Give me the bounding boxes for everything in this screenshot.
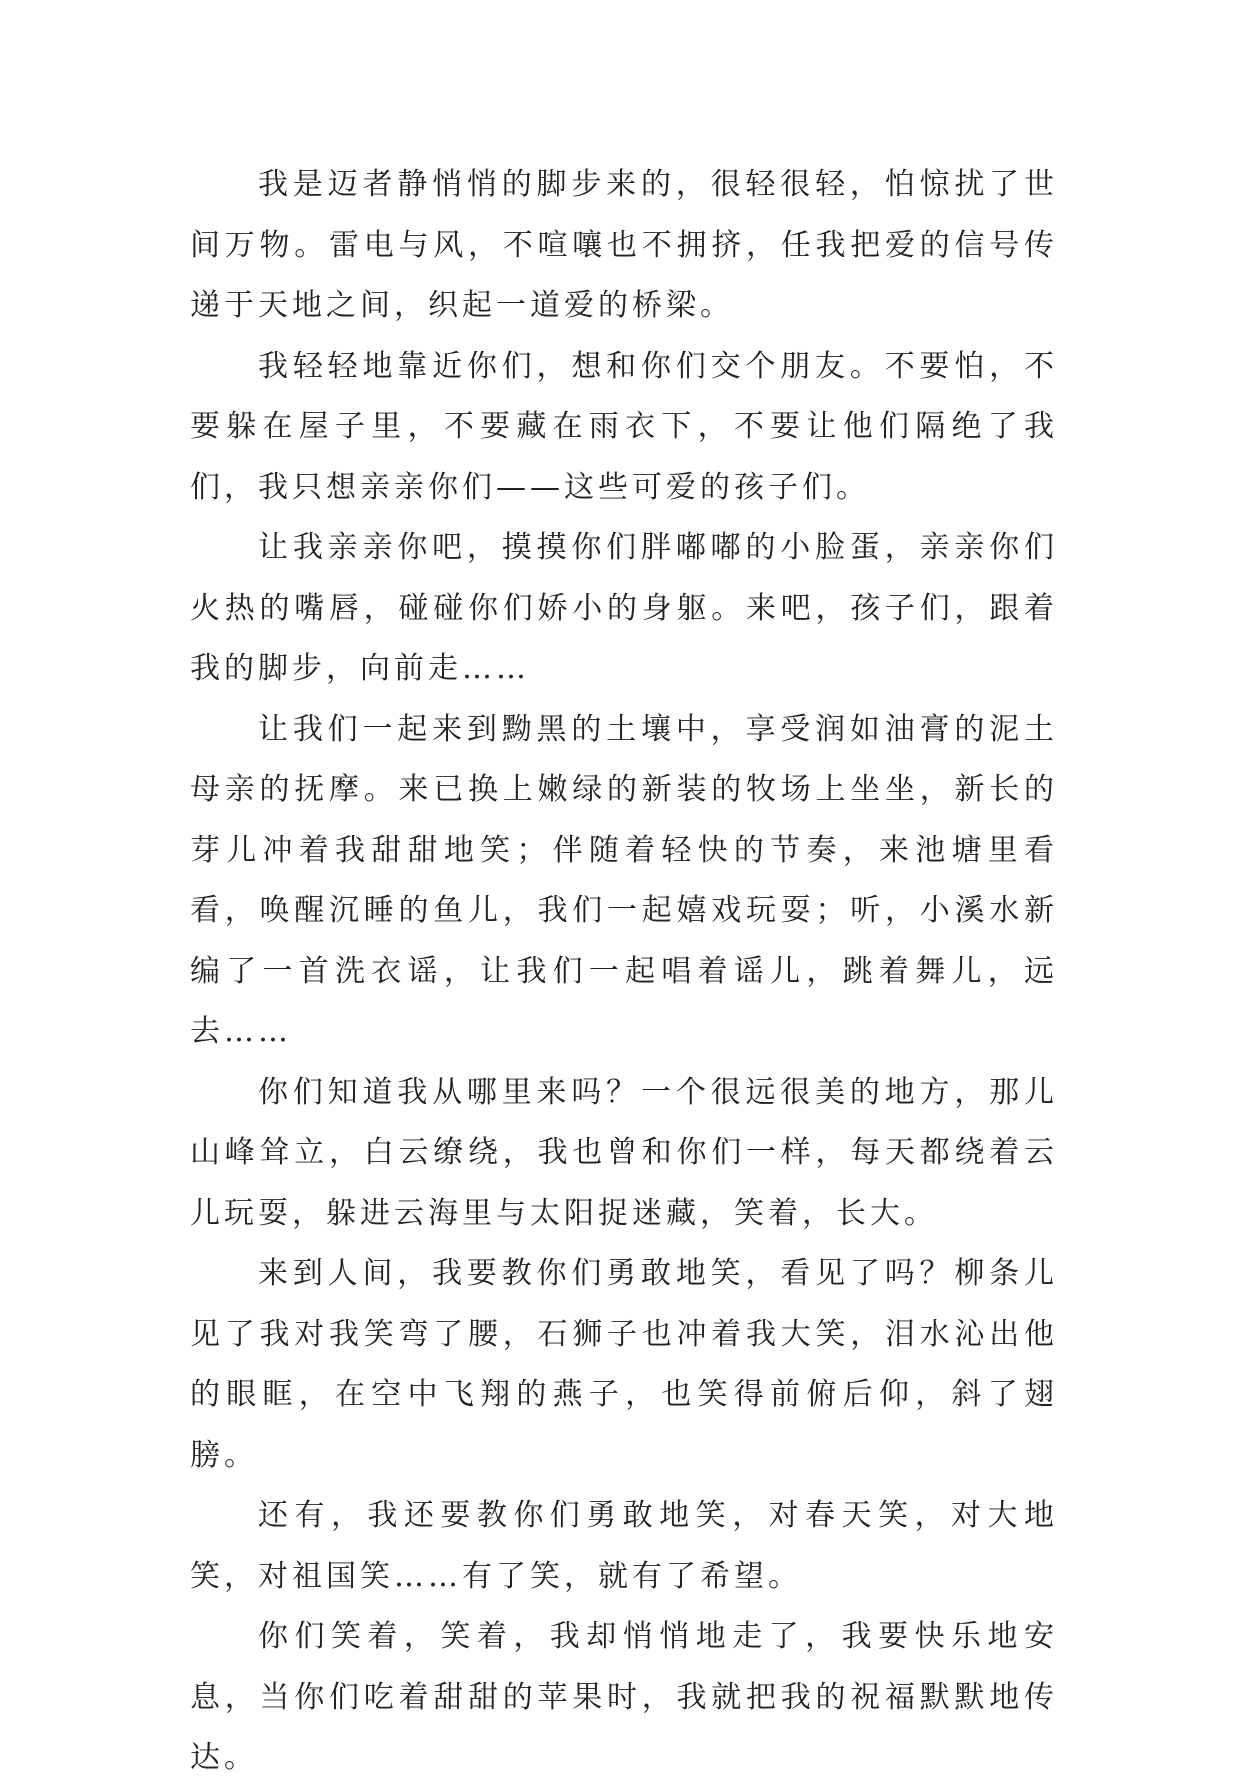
document-body bbox=[190, 155, 1058, 1789]
paragraph-8: 你们笑着，笑着，我却悄悄地走了，我要快乐地安息，当你们吃着甜甜的苹果时，我就把我的祝福默默地传达。 bbox=[190, 1619, 1058, 1775]
paragraph-1: 我是迈者静悄悄的脚步来的，很轻很轻，怕惊扰了世间万物。雷电与风，不喧嚷也不拥挤，任我把爱的信号传递于天地之间，织起一道爱的桥梁。 bbox=[190, 167, 1058, 323]
paragraph-3: 让我亲亲你吧，摸摸你们胖嘟嘟的小脸蛋，亲亲你们火热的嘴唇，碰碰你们娇小的身躯。来吧，孩子们，跟着我的脚步，向前走…… bbox=[190, 530, 1058, 686]
paragraph-4: 让我们一起来到黝黑的土壤中，享受润如油膏的泥土母亲的抚摩。来已换上嫩绿的新装的牧场上坐坐，新长的芽儿冲着我甜甜地笑；伴随着轻快的节奏，来池塘里看看，唤醒沉睡的鱼儿，我们一起嬉戏玩耍；听，小溪水新编了一首洗衣谣，让我们一起唱着谣儿，跳着舞儿，远去…… bbox=[190, 711, 1058, 1049]
paragraph-2: 我轻轻地靠近你们，想和你们交个朋友。不要怕，不要躲在屋子里，不要藏在雨衣下，不要让他们隔绝了我们，我只想亲亲你们——这些可爱的孩子们。 bbox=[190, 348, 1058, 505]
paragraph-6: 来到人间，我要教你们勇敢地笑，看见了吗？柳条儿见了我对我笑弯了腰，石狮子也冲着我大笑，泪水沁出他的眼眶，在空中飞翔的燕子，也笑得前俯后仰，斜了翅膀。 bbox=[190, 1256, 1058, 1473]
paragraph-5: 你们知道我从哪里来吗？一个很远很美的地方，那儿山峰耸立，白云缭绕，我也曾和你们一样，每天都绕着云儿玩耍，躲进云海里与太阳捉迷藏，笑着，长大。 bbox=[190, 1074, 1058, 1231]
paragraph-7: 还有，我还要教你们勇敢地笑，对春天笑，对大地笑，对祖国笑……有了笑，就有了希望。 bbox=[190, 1498, 1058, 1594]
